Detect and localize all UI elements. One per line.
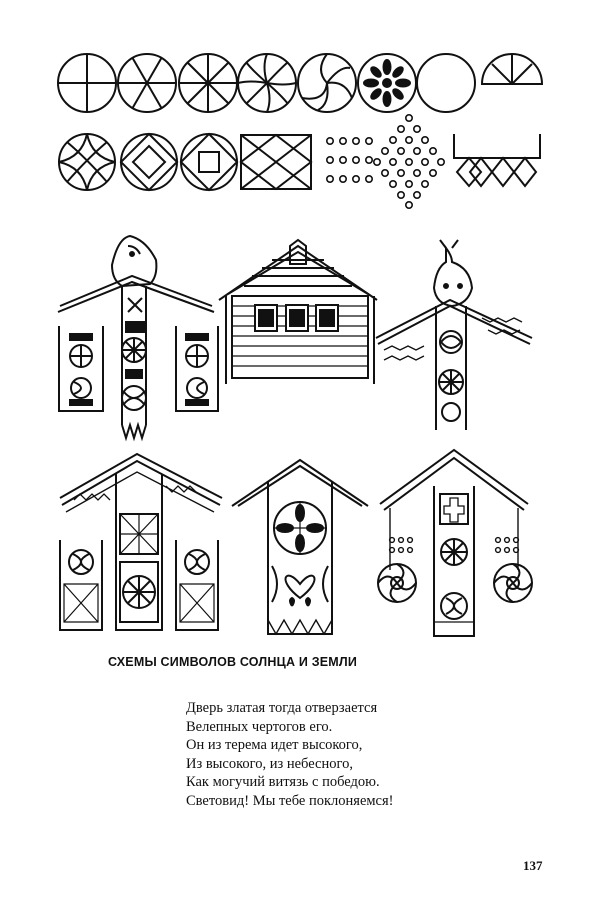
valance-diamonds-icon xyxy=(454,134,540,186)
gable-horse-head xyxy=(58,236,218,438)
figure-caption: СХЕМЫ СИМВОЛОВ СОЛНЦА И ЗЕМЛИ xyxy=(108,655,358,669)
earth-symbols-row-2 xyxy=(59,115,540,208)
izba-log-house xyxy=(219,240,377,384)
page-number: 137 xyxy=(523,858,543,873)
sun-symbols-row-1 xyxy=(58,54,542,112)
sun-wheel-cross-icon xyxy=(58,54,116,112)
gable-bird-head xyxy=(376,240,532,430)
poem-line: Как могучий витязь с победою. xyxy=(186,774,380,791)
poem-line: Велепных чертогов его. xyxy=(186,718,333,735)
sun-whirl-three-icon xyxy=(298,54,356,112)
sun-disc-plain-icon xyxy=(417,54,475,112)
sun-rosette-icon xyxy=(358,54,416,112)
sun-whirl-icon xyxy=(238,54,296,112)
circle-diamond-icon xyxy=(121,134,177,190)
gable-towel-suns xyxy=(378,450,532,636)
poem-line: Дверь златая тогда отверзается xyxy=(186,700,378,716)
poem-line: Он из терема идет высокого, xyxy=(186,737,363,754)
circle-star-icon xyxy=(59,134,115,190)
gable-towel-hearts xyxy=(232,460,368,634)
sun-wheel-six-spoke-icon xyxy=(118,54,176,112)
circle-square-icon xyxy=(181,134,237,190)
poem-line: Из высокого, из небесного, xyxy=(186,755,353,772)
rising-sun-icon xyxy=(482,54,542,84)
poem-line: Световид! Мы тебе поклоняемся! xyxy=(186,792,394,809)
field-lozenge-icon xyxy=(241,135,311,189)
sown-field-dots-icon xyxy=(327,138,372,182)
gable-towel-zigzag xyxy=(60,454,222,630)
dot-diamond-icon xyxy=(374,115,444,208)
sun-wheel-eight-spoke-icon xyxy=(179,54,237,112)
poem xyxy=(186,699,394,811)
